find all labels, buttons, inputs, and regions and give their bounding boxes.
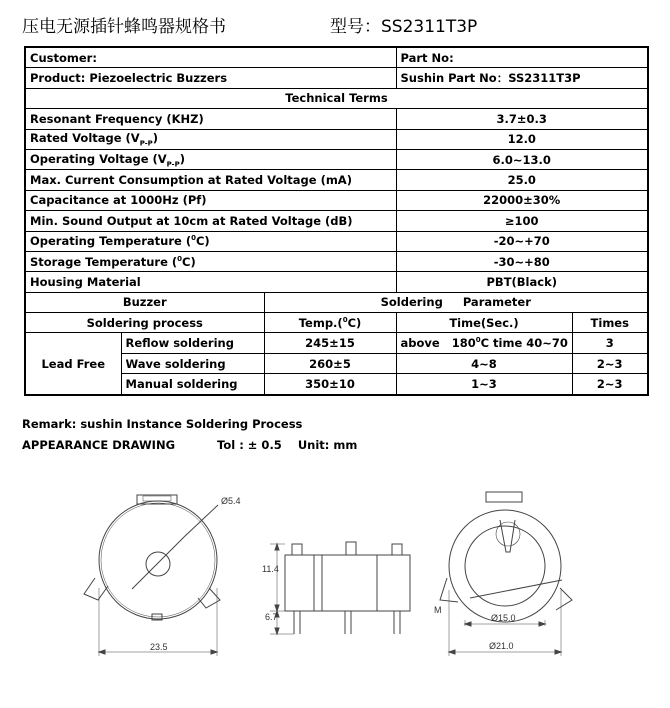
process-time: 1~3 <box>396 374 572 395</box>
product-cell: Product: Piezoelectric Buzzers <box>25 68 396 88</box>
term-value: 25.0 <box>396 170 648 190</box>
dim-11-4: 11.4 <box>262 564 279 574</box>
bottom-view <box>440 492 572 656</box>
table-row <box>25 272 648 292</box>
times-header: Times <box>572 313 648 333</box>
soldering-parameter-heading: Soldering Parameter <box>264 292 648 312</box>
table-row <box>25 149 648 169</box>
term-value: -30~+80 <box>396 251 648 271</box>
part-no-cell: Part No: <box>396 47 648 68</box>
lead-free-cell: Lead Free <box>25 333 121 395</box>
table-row <box>25 211 648 231</box>
table-row <box>25 190 648 210</box>
process-temp: 350±10 <box>264 374 396 395</box>
process-temp: 245±15 <box>264 333 396 353</box>
term-value: 6.0~13.0 <box>396 149 648 169</box>
soldering-process-heading: Soldering process <box>25 313 264 333</box>
process-name: Manual soldering <box>121 374 264 395</box>
tolerance-text: Tol : ± 0.5 <box>217 438 282 452</box>
table-row <box>25 333 648 353</box>
table-row <box>25 251 648 271</box>
term-value: ≥100 <box>396 211 648 231</box>
process-temp: 260±5 <box>264 353 396 373</box>
buzzer-heading: Buzzer <box>25 292 264 312</box>
table-row <box>25 109 648 129</box>
term-label: Operating Voltage $(V_{P-P})$ <box>25 149 396 169</box>
model-label: 型号：SS2311T3P <box>330 17 478 37</box>
dim-23-5: 23.5 <box>150 642 168 652</box>
term-label: Min. Sound Output at 10cm at Rated Voltage (dB) <box>25 211 396 231</box>
term-label: Max. Current Consumption at Rated Voltage (mA) <box>25 170 396 190</box>
technical-terms-heading: Technical Terms <box>25 88 648 108</box>
document-title: 压电无源插针蜂鸣器规格书 <box>22 17 226 37</box>
table-row <box>25 231 648 251</box>
process-name: Wave soldering <box>121 353 264 373</box>
term-value: -20~+70 <box>396 231 648 251</box>
sushin-part-cell: Sushin Part No：SS2311T3P <box>396 68 648 88</box>
table-row <box>25 313 648 333</box>
table-row <box>25 129 648 149</box>
term-label: Operating Temperature ($^0$C) <box>25 231 396 251</box>
remark-text: Remark: sushin Instance Soldering Process <box>22 417 303 431</box>
table-row <box>25 68 648 88</box>
term-label: Rated Voltage $(V_{P-P})$ <box>25 129 396 149</box>
process-times: 2~3 <box>572 353 648 373</box>
term-value: 12.0 <box>396 129 648 149</box>
process-times: 2~3 <box>572 374 648 395</box>
dim-phi-21: Ø21.0 <box>489 641 514 651</box>
process-time: above $180^0C$ time 40~70 <box>396 333 572 353</box>
time-header: Time(Sec.) <box>396 313 572 333</box>
term-label: Capacitance at 1000Hz (Pf) <box>25 190 396 210</box>
term-label: Storage Temperature ($^0$C) <box>25 251 396 271</box>
spec-table <box>24 46 649 396</box>
process-name: Reflow soldering <box>121 333 264 353</box>
customer-cell: Customer: <box>25 47 396 68</box>
term-label: Resonant Frequency (KHZ) <box>25 109 396 129</box>
appearance-drawing <box>0 470 670 700</box>
table-row <box>25 170 648 190</box>
dim-phi-15: Ø15.0 <box>491 613 516 623</box>
process-times: 3 <box>572 333 648 353</box>
dim-m: M <box>434 605 442 615</box>
term-value: 3.7±0.3 <box>396 109 648 129</box>
top-view <box>84 495 220 656</box>
table-row <box>25 292 648 312</box>
appearance-heading <box>22 438 395 452</box>
term-value: 22000±30% <box>396 190 648 210</box>
term-value: PBT(Black) <box>396 272 648 292</box>
term-label: Housing Material <box>25 272 396 292</box>
dim-phi-5-4: Ø5.4 <box>221 496 241 506</box>
table-row <box>25 88 648 108</box>
process-time: 4~8 <box>396 353 572 373</box>
dim-6-7: 6.7 <box>265 612 278 622</box>
temp-header: Temp.($^0$C) <box>264 313 396 333</box>
appearance-title: APPEARANCE DRAWING <box>22 438 176 452</box>
side-view <box>270 542 410 634</box>
unit-text: Unit: mm <box>297 438 358 452</box>
table-row <box>25 47 648 68</box>
